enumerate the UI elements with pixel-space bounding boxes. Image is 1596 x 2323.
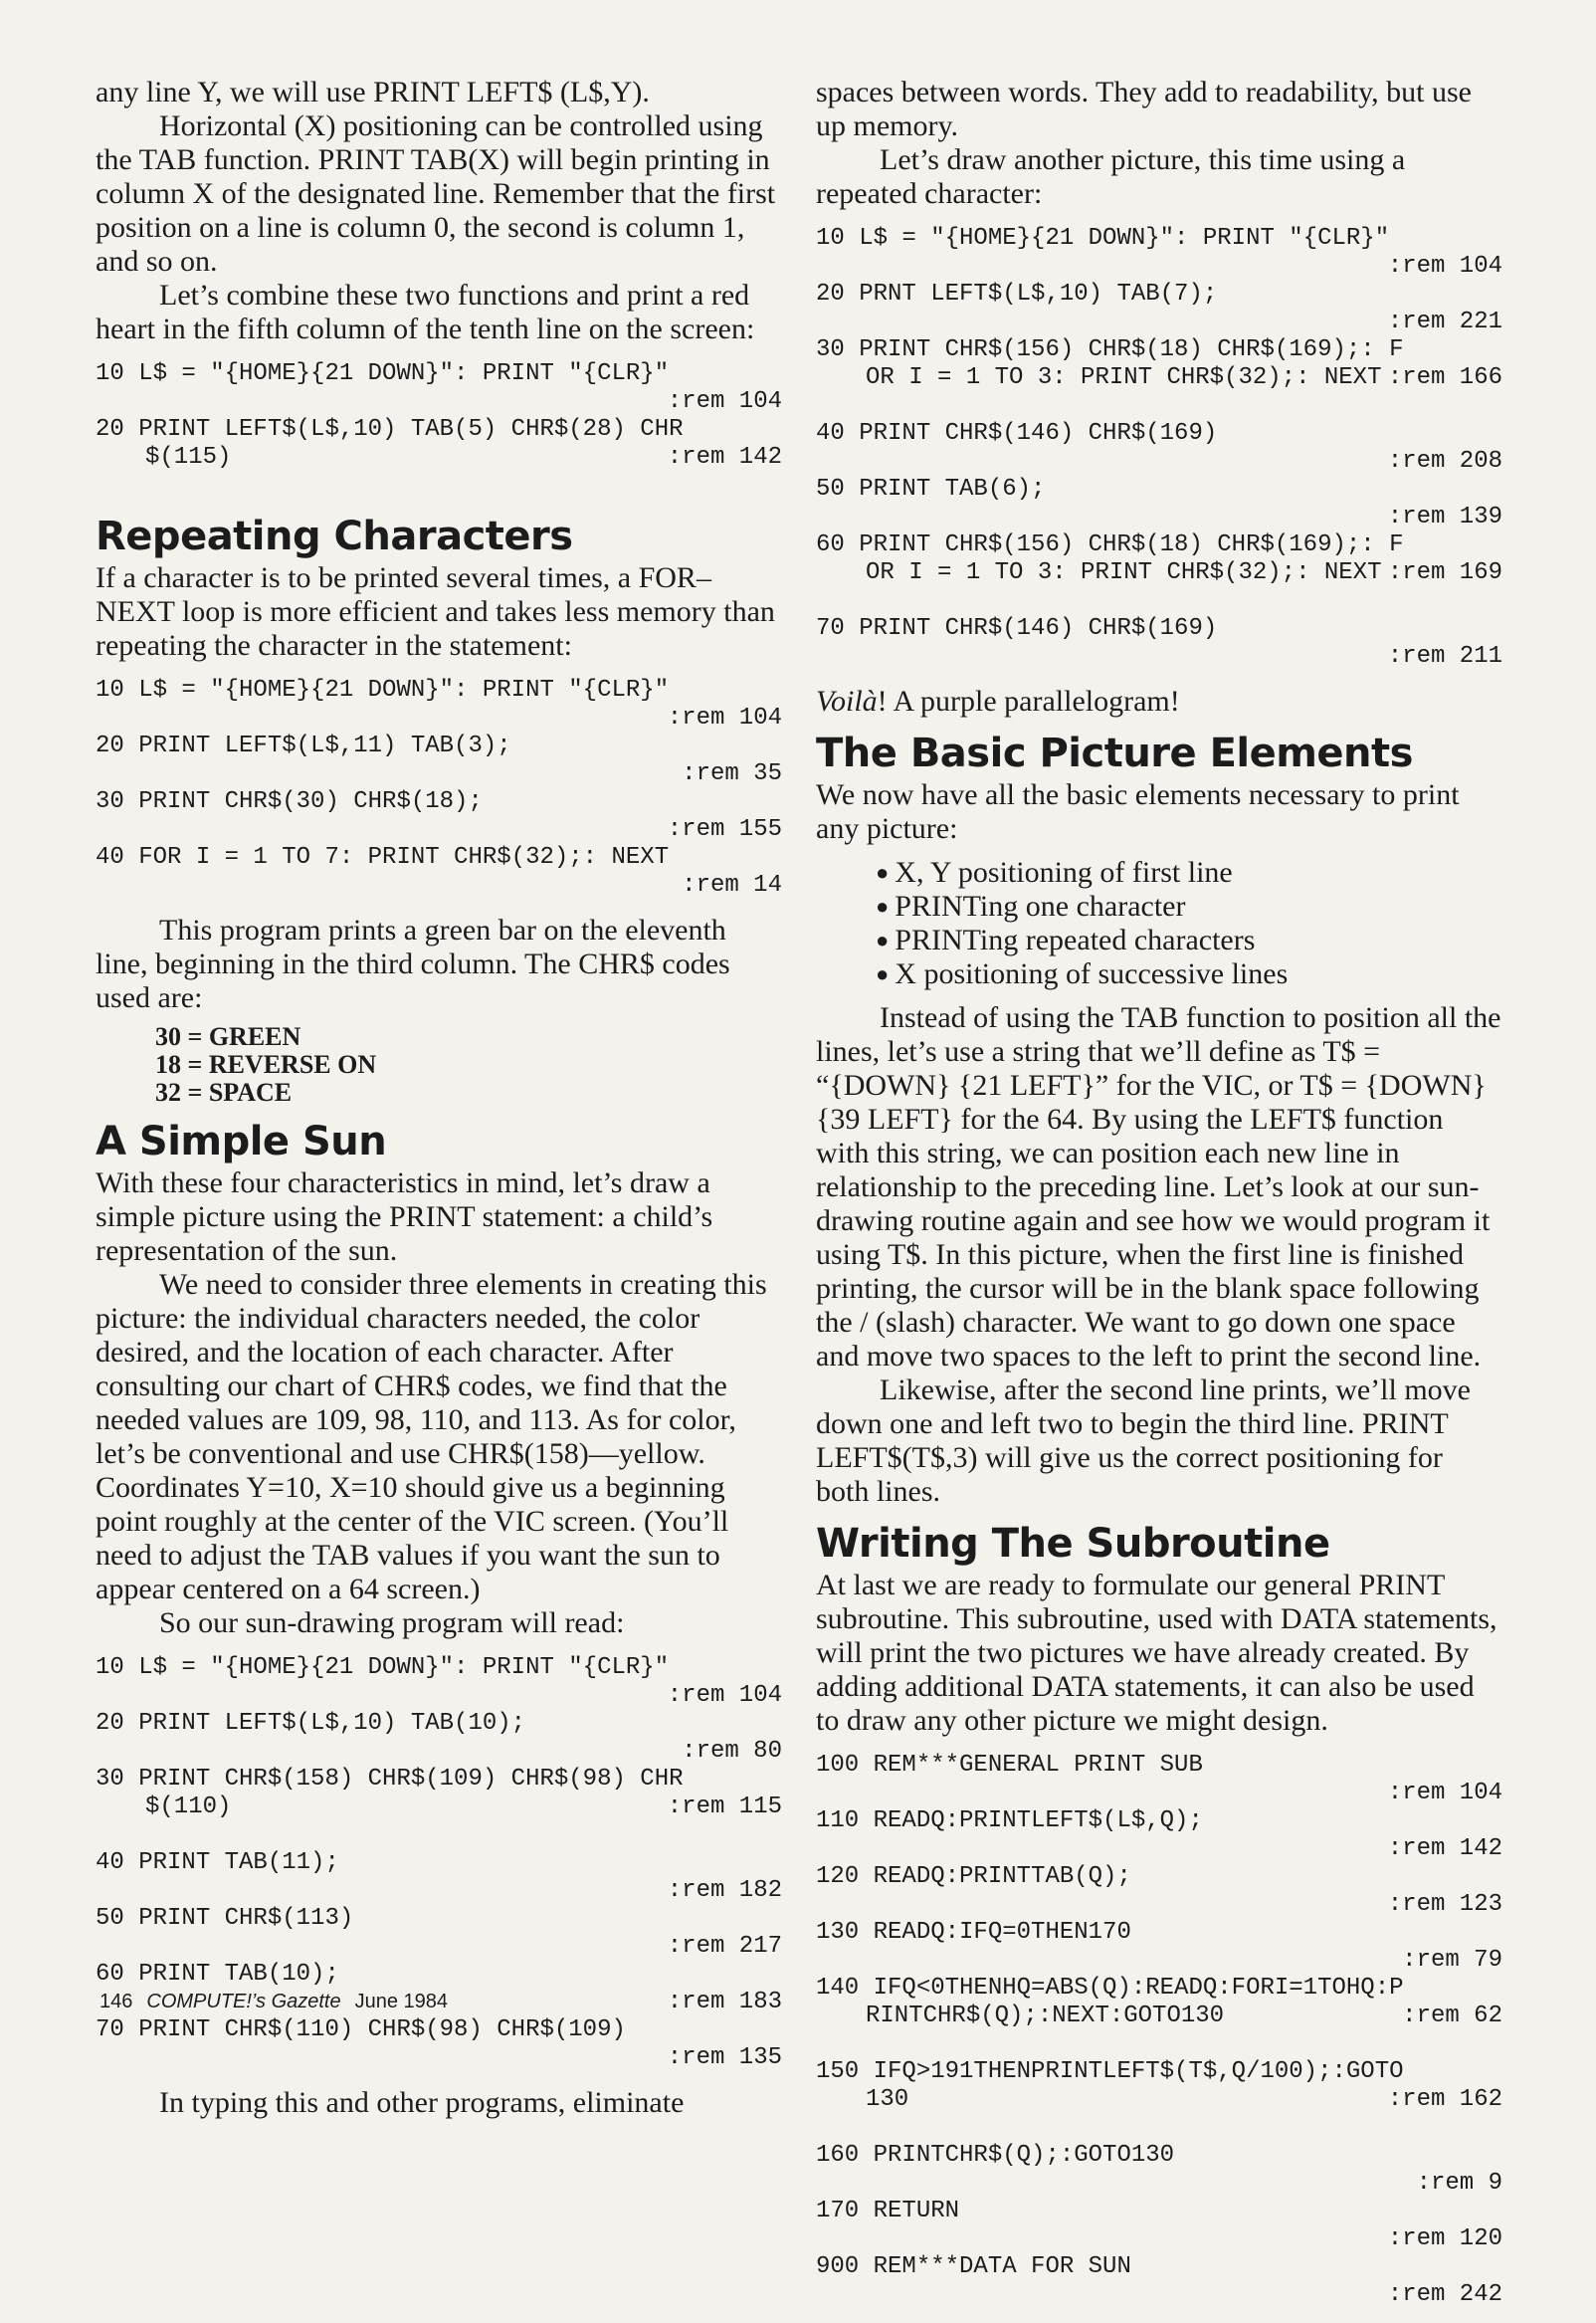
code-line [816,1919,1502,1975]
code-text: 20 PRINT LEFT$(L$,10) TAB(10); [96,1710,526,1737]
paragraph: This program prints a green bar on the eleventh line, beginning in the third column. The CHR$ codes used are: [96,914,730,1014]
paragraph: If a character is to be printed several times, a FOR–NEXT loop is more efficient and takes less memory than repeating the character in the statement: [96,561,775,662]
checksum-rem: :rem 221 [1387,309,1502,335]
paragraph: Instead of using the TAB function to position all the lines, let’s use a string that we’ll define as T$ = “{DOWN} {21 LEFT}” for the VIC, or T$ = {DOWN} {39 LEFT} for the 64. By using the LEFT$ function with this string, we can position each new line in relationship to the preceding line. Let’s look at our sun-drawing routine again and see how we would program it using T$. In this picture, when the first line is finished printing, the cursor will be in the blank space following the / (slash) character. We want to go down one space and move two spaces to the left to print the second line. [816,1001,1501,1373]
code-text: 20 PRINT LEFT$(L$,10) TAB(5) CHR$(28) CHR [96,416,684,443]
checksum-rem: :rem 104 [667,388,782,415]
code-continuation: RINTCHR$(Q);:NEXT:GOTO130 [866,2003,1225,2029]
code-text: 70 PRINT CHR$(146) CHR$(169) [816,615,1218,642]
checksum-rem: :rem 142 [667,444,782,471]
code-line [816,2253,1502,2309]
page-footer [100,1991,448,2013]
issue-date: June 1984 [354,1991,449,2012]
code-text: 20 PRNT LEFT$(L$,10) TAB(7); [816,281,1218,308]
bullet-item: ● X, Y positioning of first line [876,856,1502,890]
code-text: 40 PRINT TAB(11); [96,1849,339,1876]
code-continuation: 130 [866,2086,909,2113]
paragraph: Let’s combine these two functions and print a red heart in the fifth column of the tenth line on the screen: [96,279,755,345]
code-text: 900 REM***DATA FOR SUN [816,2253,1131,2280]
checksum-rem: :rem 79 [1402,1947,1502,1974]
section-heading: The Basic Picture Elements [816,731,1413,776]
checksum-rem: :rem 35 [682,760,782,787]
checksum-rem: :rem 242 [1387,2281,1502,2308]
checksum-rem: :rem 217 [667,1933,782,1960]
paragraph: We now have all the basic elements necessary to print any picture: [816,778,1460,845]
code-text: 170 RETURN [816,2198,960,2224]
checksum-rem: :rem 104 [1387,1780,1502,1806]
code-continuation: $(115) [145,444,232,471]
page-number: 146 [100,1991,133,2012]
code-line [816,1975,1502,2058]
code-line [96,1654,782,1710]
code-line [96,360,782,416]
code-text: 10 L$ = "{HOME}{21 DOWN}": PRINT "{CLR}" [96,360,670,387]
code-text: 100 REM***GENERAL PRINT SUB [816,1752,1203,1779]
code-line [816,2198,1502,2253]
code-line [816,2058,1502,2142]
code-listing [96,360,782,500]
code-text: 10 L$ = "{HOME}{21 DOWN}": PRINT "{CLR}" [816,225,1390,252]
code-line [96,2016,782,2072]
checksum-rem: :rem 182 [667,1877,782,1904]
checksum-rem: :rem 123 [1387,1891,1502,1918]
code-text: 140 IFQ<0THENHQ=ABS(Q):READQ:FORI=1TOHQ:P [816,1975,1404,2002]
checksum-rem: :rem 115 [667,1794,782,1820]
code-line [96,844,782,900]
code-line [816,1752,1502,1807]
code-text: 120 READQ:PRINTTAB(Q); [816,1863,1131,1890]
code-line [816,1807,1502,1863]
publication-name: COMPUTE!’s Gazette [146,1991,341,2012]
paragraph: Let’s draw another picture, this time using a repeated character: [816,143,1406,210]
paragraph: Horizontal (X) positioning can be controlled using the TAB function. PRINT TAB(X) will begin printing in column X of the designated line. Remember that the first position on a line is column 0, the second is column 1, and so on. [96,109,776,278]
checksum-rem: :rem 104 [1387,253,1502,280]
paragraph: So our sun-drawing program will read: [159,1606,625,1639]
code-text: 150 IFQ>191THENPRINTLEFT$(T$,Q/100);:GOTO [816,2058,1404,2085]
code-line [816,615,1502,671]
code-text: 130 READQ:IFQ=0THEN170 [816,1919,1131,1946]
code-line [96,733,782,788]
code-line [816,225,1502,281]
code-text: 70 PRINT CHR$(110) CHR$(98) CHR$(109) [96,2016,626,2043]
code-text: 30 PRINT CHR$(156) CHR$(18) CHR$(169);: F [816,336,1404,363]
code-line [816,531,1502,615]
code-line [96,677,782,733]
code-line [96,1710,782,1766]
code-text: 30 PRINT CHR$(30) CHR$(18); [96,788,483,815]
code-line [96,416,782,500]
checksum-rem: :rem 162 [1387,2086,1502,2113]
code-line [96,1849,782,1905]
checksum-rem: :rem 62 [1402,2003,1502,2029]
code-listing [816,1752,1502,2309]
checksum-rem: :rem 169 [1387,559,1502,586]
paragraph: Voilà! A purple parallelogram! [816,685,1180,718]
code-text: 40 PRINT CHR$(146) CHR$(169) [816,420,1218,447]
paragraph: Likewise, after the second line prints, we’ll move down one and left two to begin the third line. PRINT LEFT$(T$,3) will give us the correct positioning for both lines. [816,1373,1471,1508]
paragraph: spaces between words. They add to readability, but use up memory. [816,76,1472,142]
code-text: 50 PRINT TAB(6); [816,476,1046,503]
checksum-rem: :rem 166 [1387,364,1502,391]
section-heading: A Simple Sun [96,1119,387,1164]
left-column [96,76,782,2120]
checksum-rem: :rem 80 [682,1738,782,1765]
checksum-rem: :rem 139 [1387,504,1502,530]
emphasis: Voilà [816,685,878,718]
checksum-rem: :rem 9 [1416,2170,1502,2197]
chr-code-list [155,1023,782,1107]
code-line [816,476,1502,531]
checksum-rem: :rem 142 [1387,1835,1502,1862]
code-line [96,1766,782,1849]
code-text: 20 PRINT LEFT$(L$,11) TAB(3); [96,733,511,759]
code-line [96,788,782,844]
bullet-list [876,856,1502,991]
checksum-rem: :rem 155 [667,816,782,843]
code-text: 60 PRINT TAB(10); [96,1961,339,1988]
code-listing [96,677,782,900]
code-line [816,420,1502,476]
code-text: 30 PRINT CHR$(158) CHR$(109) CHR$(98) CHR [96,1766,684,1793]
code-text: 40 FOR I = 1 TO 7: PRINT CHR$(32);: NEXT [96,844,670,871]
bullet-item: ● PRINTing one character [876,890,1502,924]
checksum-rem: :rem 208 [1387,448,1502,475]
code-line [816,336,1502,420]
code-text: 60 PRINT CHR$(156) CHR$(18) CHR$(169);: F [816,531,1404,558]
paragraph: We need to consider three elements in creating this picture: the individual characters needed, the color desired, and the location of each character. After consulting our chart of CHR$ codes, we find that the needed values are 109, 98, 110, and 113. As for color, let’s be conventional and use CHR$(158)—yellow. Coordinates Y=10, X=10 should give us a beginning point roughly at the center of the VIC screen. (You’ll need to adjust the TAB values if you want the sun to appear centered on a 64 screen.) [96,1268,767,1605]
right-column [816,76,1502,2323]
bullet-item: ● X positioning of successive lines [876,957,1502,991]
section-heading: Repeating Characters [96,514,573,559]
code-line [816,281,1502,336]
checksum-rem: :rem 135 [667,2044,782,2071]
code-continuation: OR I = 1 TO 3: PRINT CHR$(32);: NEXT [866,364,1382,391]
code-continuation: $(110) [145,1794,232,1820]
checksum-rem: :rem 14 [682,872,782,899]
code-text: 110 READQ:PRINTLEFT$(L$,Q); [816,1807,1203,1834]
chr-code-item: 30 = GREEN [155,1022,301,1051]
code-listing [816,225,1502,671]
paragraph: At last we are ready to formulate our general PRINT subroutine. This subroutine, used with DATA statements, will print the two pictures we have already created. By adding additional DATA statements, it can also be used to draw any other picture we might design. [816,1569,1497,1737]
checksum-rem: :rem 104 [667,705,782,732]
checksum-rem: :rem 211 [1387,643,1502,670]
checksum-rem: :rem 183 [667,1989,782,2015]
checksum-rem: :rem 104 [667,1682,782,1709]
checksum-rem: :rem 120 [1387,2225,1502,2252]
code-text: 10 L$ = "{HOME}{21 DOWN}": PRINT "{CLR}" [96,1654,670,1681]
code-text: 10 L$ = "{HOME}{21 DOWN}": PRINT "{CLR}" [96,677,670,704]
bullet-item: ● PRINTing repeated characters [876,924,1502,957]
paragraph: With these four characteristics in mind, let’s draw a simple picture using the PRINT statement: a child’s representation of the sun. [96,1166,713,1267]
code-continuation: OR I = 1 TO 3: PRINT CHR$(32);: NEXT [866,559,1382,586]
code-text: 50 PRINT CHR$(113) [96,1905,354,1932]
section-heading: Writing The Subroutine [816,1521,1330,1567]
chr-code-item: 32 = SPACE [155,1078,293,1107]
paragraph: In typing this and other programs, eliminate [159,2086,685,2119]
code-line [816,1863,1502,1919]
code-line [96,1905,782,1961]
code-text: 160 PRINTCHR$(Q);:GOTO130 [816,2142,1175,2169]
code-line [816,2142,1502,2198]
paragraph: any line Y, we will use PRINT LEFT$ (L$,Y). [96,76,650,108]
chr-code-item: 18 = REVERSE ON [155,1050,377,1079]
